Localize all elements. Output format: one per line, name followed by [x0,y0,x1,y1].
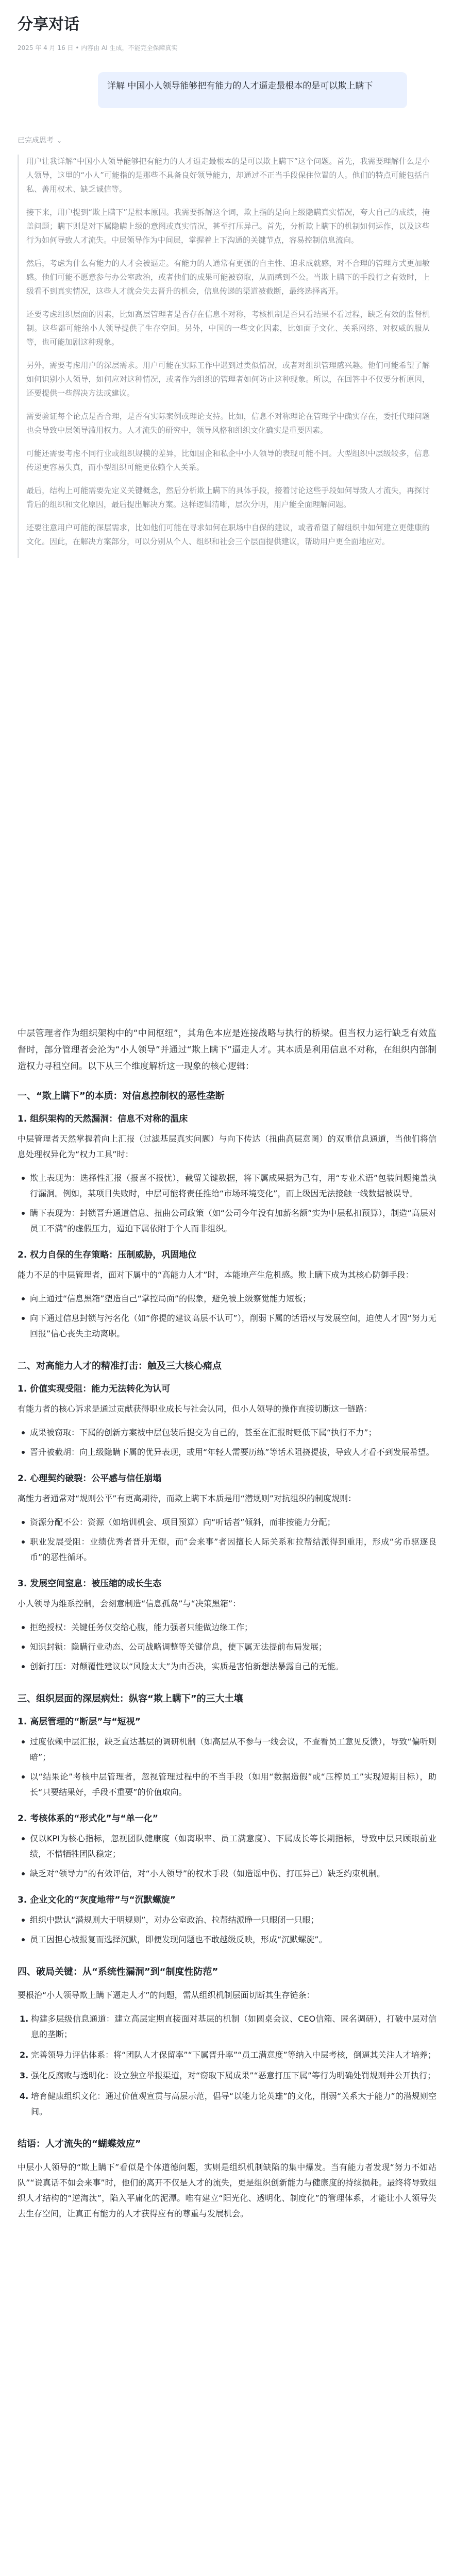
numbered-text: 构建多层级信息通道：建立高层定期直接面对基层的机制（如圆桌会议、CEO信箱、匿名调研），打破中层对信息的垄断； [31,2014,436,2039]
numbered-item [18,2047,436,2063]
bullet-item: 员工因担心被报复而选择沉默，即便发现问题也不敢越级反映，形成“沉默螺旋”。 [18,1932,436,1947]
numbered-index: 4. [20,2091,29,2101]
bullet-item: 仅以KPI为核心指标，忽视团队健康度（如离职率、员工满意度）、下属成长等长期指标，导致中层只顾眼前业绩，不惜牺牲团队稳定； [18,1831,436,1862]
item-body: 小人领导为维系控制，会刻意制造“信息孤岛”与“决策黑箱”： [18,1599,241,1608]
item-title: 1. 组织架构的天然漏洞：信息不对称的温床 [18,1114,188,1124]
share-meta: 2025 年 4 月 16 日 • 内容由 AI 生成，不能完全保障真实 [18,44,178,52]
section-item [18,1471,436,1565]
bullet-item: 以“结果论”考核中层管理者，忽视管理过程中的不当手段（如用“数据造假”或“压榨员工”实现短期目标），助长“只要结果好，手段不重要”的价值取向。 [18,1769,436,1800]
thinking-paragraph: 最后，结构上可能需要先定义关键概念，然后分析欺上瞒下的具体手段，接着讨论这些手段如何导致人才流失，再探讨背后的组织和文化原因，最后提出解决方案。这样逻辑清晰，层次分明，用户能全面理解问题。 [26,486,430,509]
bullet-item: 向上通过“信息黑箱”塑造自己“掌控局面”的假象，避免被上级察觉能力短板； [18,1291,436,1307]
item-title: 2. 权力自保的生存策略：压制威胁，巩固地位 [18,1250,197,1260]
item-body: 中层管理者天然掌握着向上汇报（过滤基层真实问题）与向下传达（扭曲高层意图）的双重信息通道，当他们将信息处理权异化为“权力工具”时： [18,1134,436,1159]
answer-section [18,2137,436,2222]
bullet-item: 向下通过信息封锁与污名化（如“你提的建议高层不认可”），削弱下属的话语权与发展空间，迫使人才因“努力无回报”信心丧失主动离职。 [18,1311,436,1342]
numbered-index: 3. [20,2071,29,2080]
section-heading: 三、组织层面的深层病灶：纵容“欺上瞒下”的三大土壤 [18,1693,243,1704]
thinking-paragraph: 还要考虑组织层面的因素，比如高层管理者是否存在信息不对称，考核机制是否只看结果不看过程，缺乏有效的监督机制。这些都可能给小人领导提供了生存空间。另外，中国的一些文化因素，比如面子文化、关系网络、对权威的服从等，也可能加剧这种现象。 [26,310,430,347]
bullet-item: 缺乏对“领导力”的有效评估，对“小人领导”的权术手段（如造谣中伤、打压异己）缺乏约束机制。 [18,1866,436,1882]
answer-section [18,1965,436,2120]
thinking-paragraph: 然后，考虑为什么有能力的人才会被逼走。有能力的人通常有更强的自主性、追求成就感，对不合理的管理方式更加敏感。他们可能不愿意参与办公室政治，或者他们的成果可能被窃取，从而感到不公。当欺上瞒下的手段行之有效时，上级看不到真实情况，这些人才就会失去晋升的机会，信息传递的渠道被截断，最终选择离开。 [26,259,430,296]
section-item [18,1577,436,1674]
item-title: 2. 考核体系的“形式化”与“单一化” [18,1814,158,1824]
bullet-item: 拒绝授权：关键任务仅交给心腹，能力强者只能做边缘工作； [18,1620,436,1635]
item-body: 高能力者通常对“规则公平”有更高期待，而欺上瞒下本质是用“潜规则”对抗组织的制度规则： [18,1494,357,1503]
thinking-label: 已完成思考 [18,137,54,145]
section-item [18,1715,436,1800]
section-heading: 二、对高能力人才的精准打击：触及三大核心痛点 [18,1361,222,1371]
item-title: 3. 发展空间窒息：被压缩的成长生态 [18,1579,162,1589]
thinking-paragraph: 可能还需要考虑不同行业或组织规模的差异，比如国企和私企中小人领导的表现可能不同。大型组织中层级较多，信息传递更容易失真，而小型组织可能更依赖个人关系。 [26,449,430,472]
thinking-paragraph: 用户让我详解“中国小人领导能够把有能力的人才逼走最根本的是可以欺上瞒下”这个问题。首先，我需要理解什么是小人领导，这里的“小人”可能指的是那些不具备良好领导能力，却通过不正当手段保住位置的人。他们的特点可能包括自私、善用权术、缺乏诚信等。 [26,157,430,194]
thinking-content [18,155,430,558]
thinking-paragraph: 需要验证每个论点是否合理，是否有实际案例或理论支持。比如，信息不对称理论在管理学中确实存在，委托代理问题也会导致中层领导滥用权力。人才流失的研究中，领导风格和组织文化确实是重要因素。 [26,412,430,435]
bullet-item: 资源分配不公：资源（如培训机会、项目预算）向“听话者”倾斜，而非按能力分配； [18,1515,436,1530]
chevron-down-icon: ⌄ [57,137,62,144]
item-title: 2. 心理契约破裂：公平感与信任崩塌 [18,1473,162,1484]
section-body: 中层小人领导的“欺上瞒下”看似是个体道德问题，实则是组织机制缺陷的集中爆发。当有能力者发现“努力不如站队”“说真话不如会来事”时，他们的离开不仅是人才的流失，更是组织创新能力与健康度的持续损耗。最终将导致组织人才结构的“逆淘汰”，陷入平庸化的泥潭。唯有建立“阳光化、透明化、制度化”的管理体系，才能让小人领导失去生存空间，让真正有能力的人才获得应有的尊重与发展机会。 [18,2162,436,2218]
user-question-bubble: 详解 中国小人领导能够把有能力的人才逼走最根本的是可以欺上瞒下 [98,72,407,108]
answer-section [18,1692,436,1947]
section-item [18,1811,436,1882]
bullet-item: 组织中默认“潜规则大于明规则”，对办公室政治、拉帮结派睁一只眼闭一只眼； [18,1912,436,1928]
item-body: 能力不足的中层管理者，面对下属中的“高能力人才”时，本能地产生危机感。欺上瞒下成为其核心防御手段： [18,1270,414,1280]
answer-content [18,1025,436,2239]
bullet-item: 过度依赖中层汇报，缺乏直达基层的调研机制（如高层从不参与一线会议，不查看员工意见反馈），导致“偏听则暗”； [18,1734,436,1765]
numbered-index: 2. [20,2050,29,2060]
answer-intro: 中层管理者作为组织架构中的“中间枢纽”，其角色本应是连接战略与执行的桥梁。但当权力运行缺乏有效监督时，部分管理者会沦为“小人领导”并通过“欺上瞒下”逼走人才。其本质是利用信息不对称，在组织内部制造权力寻租空间。以下从三个维度解析这一现象的核心逻辑： [18,1028,436,1072]
bullet-item: 知识封锁：隐瞒行业动态、公司战略调整等关键信息，使下属无法提前布局发展； [18,1639,436,1655]
item-title: 3. 企业文化的“灰度地带”与“沉默螺旋” [18,1895,176,1905]
numbered-text: 培育健康组织文化：通过价值观宣贯与高层示范，倡导“以能力论英雄”的文化，削弱“关系大于能力”的潜规则空间。 [31,2091,436,2116]
item-title: 1. 价值实现受阻：能力无法转化为认可 [18,1384,171,1394]
bullet-item: 瞒下表现为：封锁晋升通道信息、扭曲公司政策（如“公司今年没有加薪名额”实为中层私扣预算），制造“高层对员工不满”的虚假压力，逼迫下属依附于个人而非组织。 [18,1206,436,1236]
bullet-item: 创新打压：对颠覆性建议以“风险太大”为由否决，实质是害怕新想法暴露自己的无能。 [18,1659,436,1674]
thinking-toggle[interactable] [18,135,62,145]
bullet-item: 欺上表现为：选择性汇报（报喜不报忧），截留关键数据，将下属成果据为己有，用“专业术语”包装问题掩盖执行漏洞。例如，某项目失败时，中层可能将责任推给“市场环境变化”，而上级因无法接触一线数据被误导。 [18,1171,436,1201]
section-item [18,1382,436,1460]
answer-section [18,1089,436,1342]
section-item [18,1893,436,1947]
section-item [18,1112,436,1236]
item-title: 1. 高层管理的“断层”与“短视” [18,1717,141,1727]
numbered-text: 强化反腐败与透明化：设立独立举报渠道，对“窃取下属成果”“恶意打压下属”等行为明确处罚规则并公开执行； [31,2071,436,2080]
numbered-text: 完善领导力评估体系：将“团队人才保留率”“下属晋升率”“员工满意度”等纳入中层考核，倒逼其关注人才培养； [31,2050,436,2060]
numbered-item [18,2068,436,2083]
section-body: 要根治“小人领导欺上瞒下逼走人才”的问题，需从组织机制层面切断其生存链条： [18,1990,315,2000]
section-heading: 四、破局关键：从“系统性漏洞”到“制度性防范” [18,1967,218,1977]
bullet-item: 职业发展受阻：业绩优秀者晋升无望，而“会来事”者因擅长人际关系和拉帮结派得到重用，形成“劣币驱逐良币”的恶性循环。 [18,1534,436,1565]
thinking-paragraph: 接下来，用户提到“欺上瞒下”是根本原因。我需要拆解这个词，欺上指的是向上级隐瞒真实情况，夸大自己的成绩，掩盖问题；瞒下则是对下属隐瞒上级的意图或真实情况，甚至打压异己。首先，分析欺上瞒下的机制如何运作，以及这些行为如何导致人才流失。中层领导作为中间层，掌握着上下沟通的关键节点，容易控制信息流向。 [26,208,430,245]
bullet-item: 晋升被截胡：向上级隐瞒下属的优异表现，或用“年轻人需要历练”等话术阻挠提拔，导致人才看不到发展希望。 [18,1445,436,1460]
numbered-item [18,2089,436,2120]
numbered-index: 1. [20,2014,29,2024]
page-title: 分享对话 [18,15,79,33]
thinking-paragraph: 另外，需要考虑用户的深层需求。用户可能在实际工作中遇到过类似情况，或者对组织管理感兴趣。他们可能希望了解如何识别小人领导，如何应对这种情况，或者作为组织的管理者如何防止这种现象。所以，在回答中不仅要分析原因，还要提供一些解决方法或建议。 [26,361,430,398]
section-heading: 一、“欺上瞒下”的本质：对信息控制权的恶性垄断 [18,1091,225,1101]
item-body: 有能力者的核心诉求是通过贡献获得职业成长与社会认同，但小人领导的操作直接切断这一链路： [18,1404,373,1414]
section-heading: 结语：人才流失的“蝴蝶效应” [18,2139,141,2149]
answer-section [18,1359,436,1674]
section-item [18,1248,436,1342]
thinking-paragraph: 还要注意用户可能的深层需求，比如他们可能在寻求如何在职场中自保的建议，或者希望了解组织中如何建立更健康的文化。因此，在解决方案部分，可以分别从个人、组织和社会三个层面提供建议，帮助用户更全面地应对。 [26,523,430,546]
bullet-item: 成果被窃取：下属的创新方案被中层包装后提交为自己的，甚至在汇报时贬低下属“执行不力”； [18,1425,436,1440]
numbered-item [18,2011,436,2042]
